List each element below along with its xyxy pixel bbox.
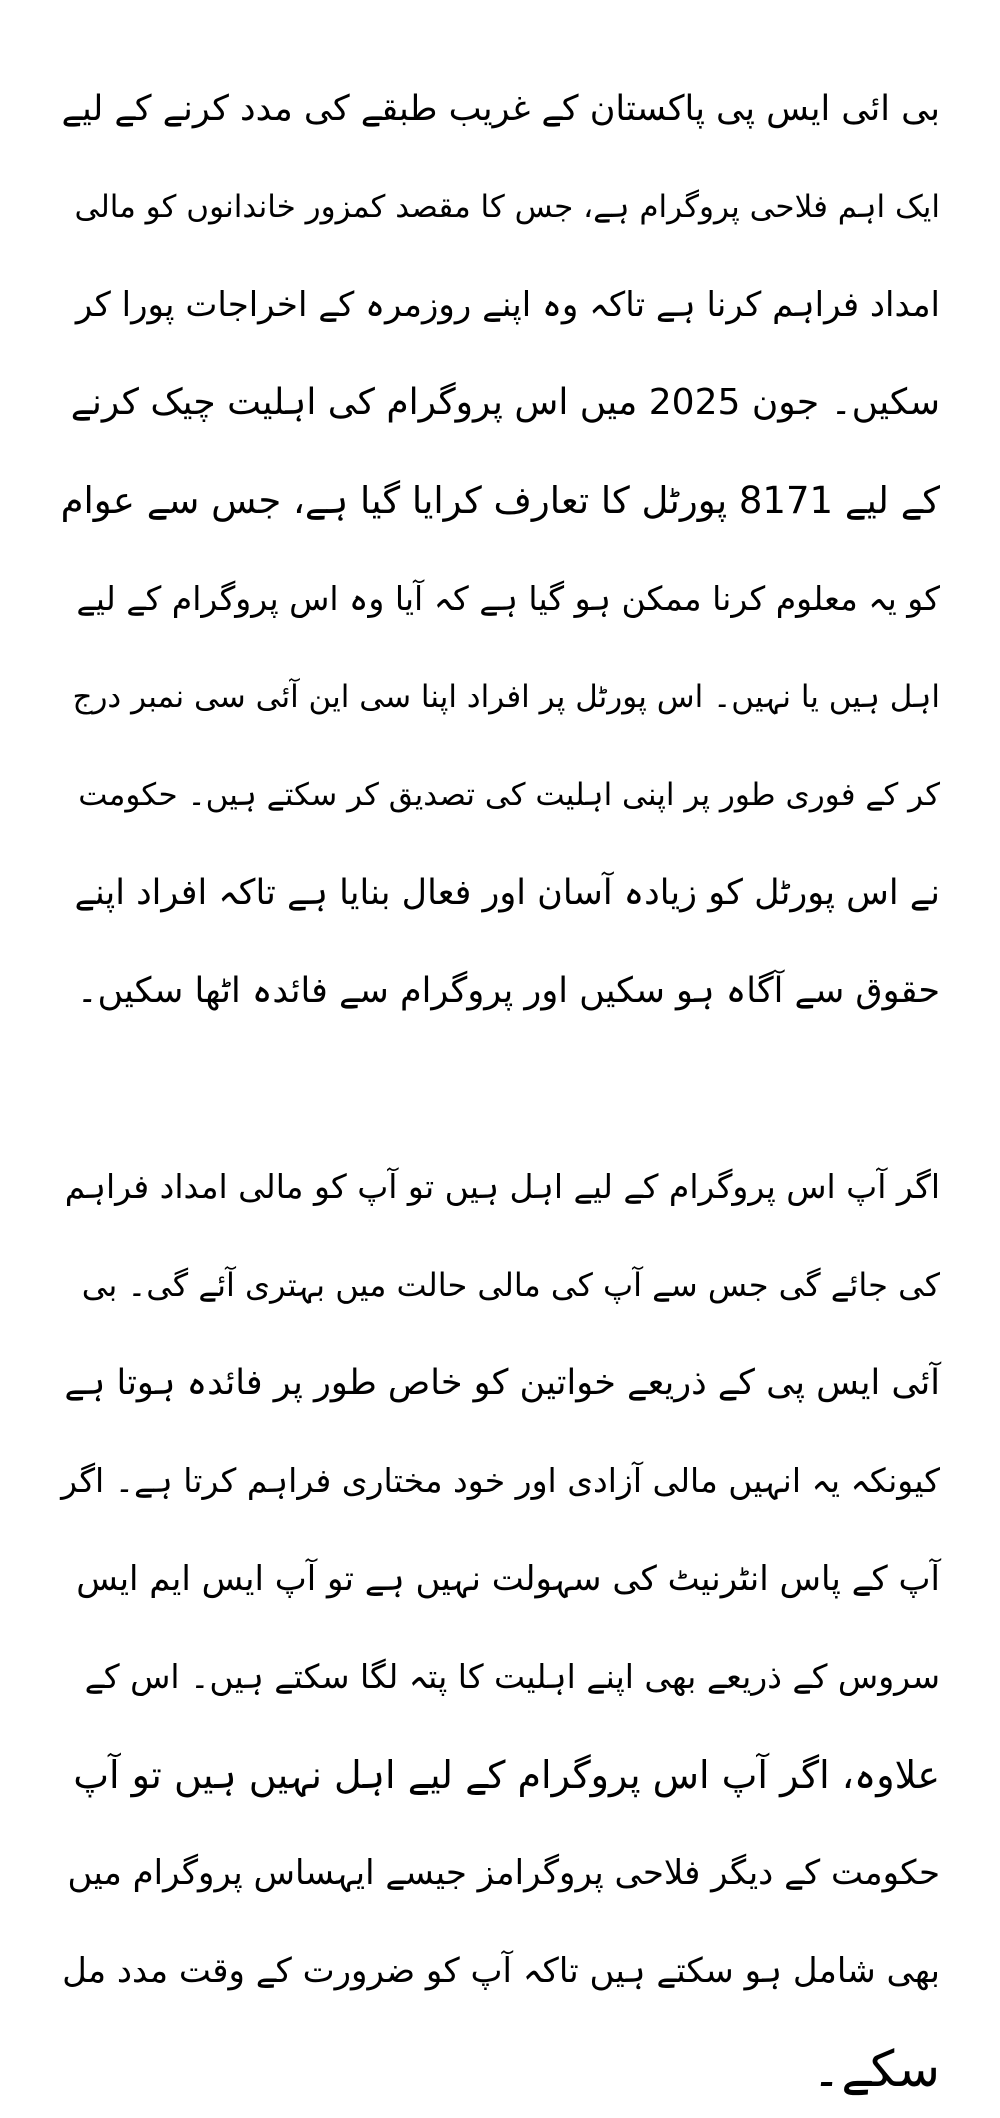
paragraph-line: اگر آپ اس پروگرام کے لیے اہل ہیں تو آپ کو مالی امداد فراہم <box>64 1167 940 1206</box>
paragraph-line: نے اس پورٹل کو زیادہ آسان اور فعال بنایا ہے تاکہ افراد اپنے <box>74 873 940 913</box>
paragraph-line: اہل ہیں یا نہیں۔ اس پورٹل پر افراد اپنا سی این آئی سی نمبر درج <box>72 679 940 715</box>
paragraph-spacer <box>60 1040 940 1138</box>
paragraph-line: آپ کے پاس انٹرنیٹ کی سہولت نہیں ہے تو آپ ایس ایم ایس <box>76 1559 940 1599</box>
paragraph-line: سکیں۔ جون 2025 میں اس پروگرام کی اہلیت چیک کرنے <box>70 382 940 423</box>
paragraph-1 <box>60 60 940 1040</box>
paragraph-line: علاوہ، اگر آپ اس پروگرام کے لیے اہل نہیں ہیں تو آپ <box>73 1753 940 1797</box>
paragraph-line: حکومت کے دیگر فلاحی پروگرامز جیسے ایہساس پروگرام میں <box>67 1853 940 1893</box>
paragraph-line: ایک اہم فلاحی پروگرام ہے، جس کا مقصد کمزور خاندانوں کو مالی <box>74 189 940 225</box>
paragraph-line: کے لیے 8171 پورٹل کا تعارف کرایا گیا ہے، جس سے عوام <box>60 479 940 522</box>
paragraph-line: کو یہ معلوم کرنا ممکن ہو گیا ہے کہ آیا وہ اس پروگرام کے لیے <box>76 579 940 618</box>
paragraph-line: آئی ایس پی کے ذریعے خواتین کو خاص طور پر فائدہ ہوتا ہے <box>64 1363 940 1403</box>
paragraph-line: حقوق سے آگاہ ہو سکیں اور پروگرام سے فائدہ اٹھا سکیں۔ <box>76 971 940 1011</box>
paragraph-line: بی ائی ایس پی پاکستان کے غریب طبقے کی مدد کرنے کے لیے <box>61 89 940 129</box>
paragraph-line: بھی شامل ہو سکتے ہیں تاکہ آپ کو ضرورت کے وقت مدد مل <box>62 1951 940 1991</box>
paragraph-line: کیونکہ یہ انہیں مالی آزادی اور خود مختاری فراہم کرتا ہے۔ اگر <box>61 1461 940 1500</box>
paragraph-line: سکے۔ <box>811 2040 940 2098</box>
paragraph-line: کی جائے گی جس سے آپ کی مالی حالت میں بہتری آئے گی۔ بی <box>81 1266 940 1304</box>
paragraph-line: امداد فراہم کرنا ہے تاکہ وہ اپنے روزمرہ کے اخراجات پورا کر <box>75 285 940 325</box>
paragraph-2 <box>60 1138 940 2118</box>
paragraph-line: سروس کے ذریعے بھی اپنے اہلیت کا پتہ لگا سکتے ہیں۔ اس کے <box>84 1657 940 1696</box>
paragraph-line: کر کے فوری طور پر اپنی اہلیت کی تصدیق کر سکتے ہیں۔ حکومت <box>78 777 940 813</box>
